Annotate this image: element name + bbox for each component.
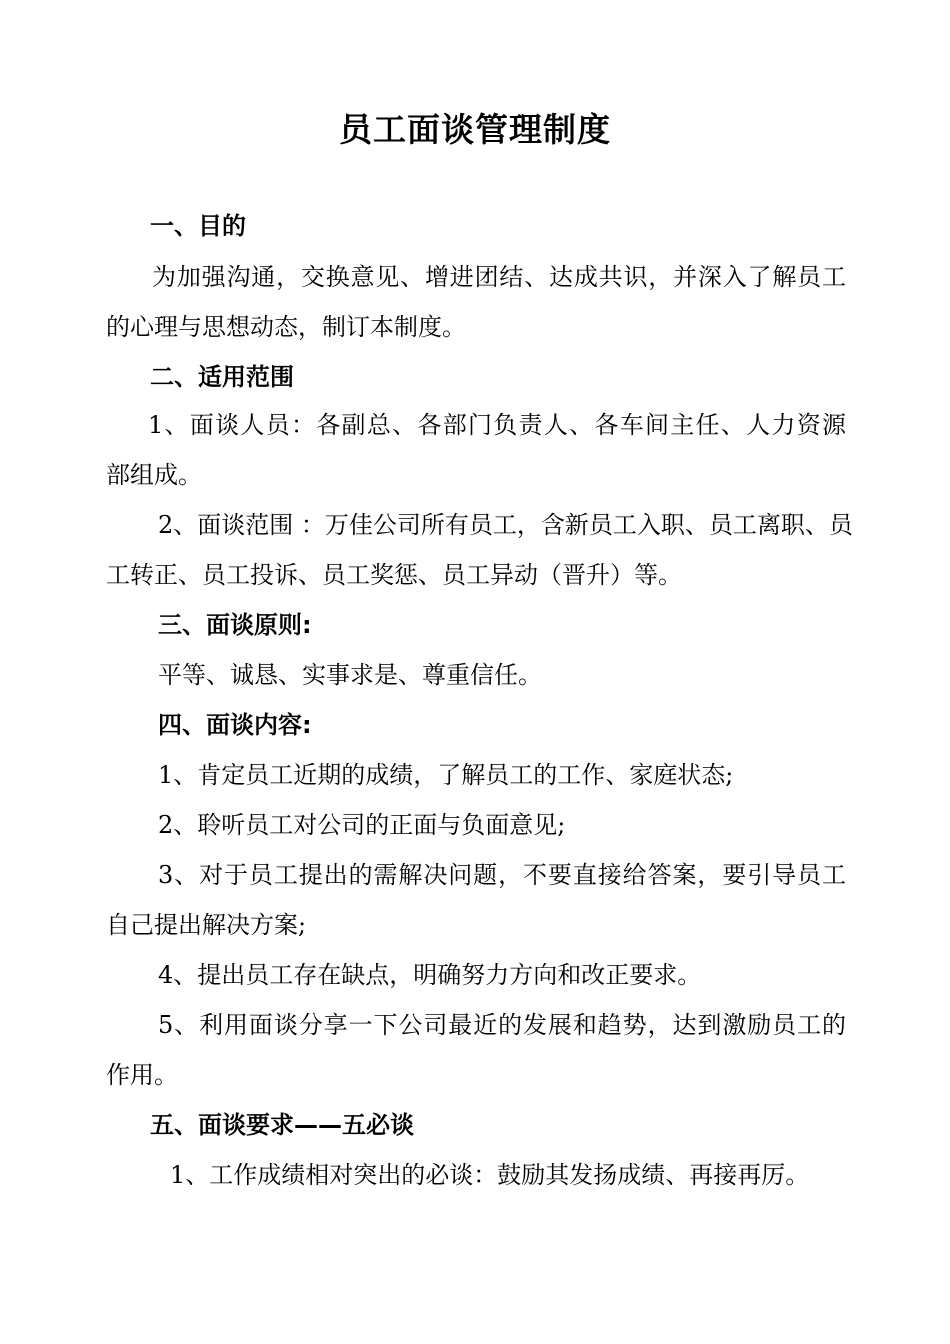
paragraph-line: 1、面谈人员：各副总、各部门负责人、各车间主任、人力资源 bbox=[148, 411, 846, 439]
list-item: 1、工作成绩相对突出的必谈：鼓励其发扬成绩、再接再厉。 bbox=[170, 1161, 810, 1189]
list-item-continuation: 作用。 bbox=[106, 1061, 178, 1089]
section-heading-principles: 三、面谈原则: bbox=[158, 611, 312, 639]
section-heading-content: 四、面谈内容: bbox=[158, 711, 312, 739]
document-title: 员工面谈管理制度 bbox=[339, 110, 611, 149]
section-heading-requirements: 五、面谈要求——五必谈 bbox=[150, 1111, 414, 1139]
list-item-continuation: 自己提出解决方案; bbox=[106, 911, 307, 939]
list-item: 4、提出员工存在缺点，明确努力方向和改正要求。 bbox=[158, 961, 702, 989]
paragraph-line: 工转正、员工投诉、员工奖惩、员工异动（晋升）等。 bbox=[106, 561, 682, 589]
section-heading-purpose: 一、目的 bbox=[150, 212, 246, 240]
list-item: 2、聆听员工对公司的正面与负面意见; bbox=[158, 811, 566, 839]
section-heading-scope: 二、适用范围 bbox=[150, 363, 294, 391]
paragraph-line: 为加强沟通，交换意见、增进团结、达成共识，并深入了解员工 bbox=[152, 263, 846, 291]
paragraph-line: 平等、诚恳、实事求是、尊重信任。 bbox=[158, 661, 542, 689]
paragraph-line: 部组成。 bbox=[106, 461, 202, 489]
paragraph-line: 的心理与思想动态，制订本制度。 bbox=[106, 313, 466, 341]
paragraph-line: 2、面谈范围 ：万佳公司所有员工，含新员工入职、员工离职、员 bbox=[158, 511, 853, 539]
list-item: 5、利用面谈分享一下公司最近的发展和趋势，达到激励员工的 bbox=[158, 1011, 846, 1039]
list-item: 1、肯定员工近期的成绩，了解员工的工作、家庭状态; bbox=[158, 761, 734, 789]
list-item: 3、对于员工提出的需解决问题，不要直接给答案，要引导员工 bbox=[158, 861, 846, 889]
